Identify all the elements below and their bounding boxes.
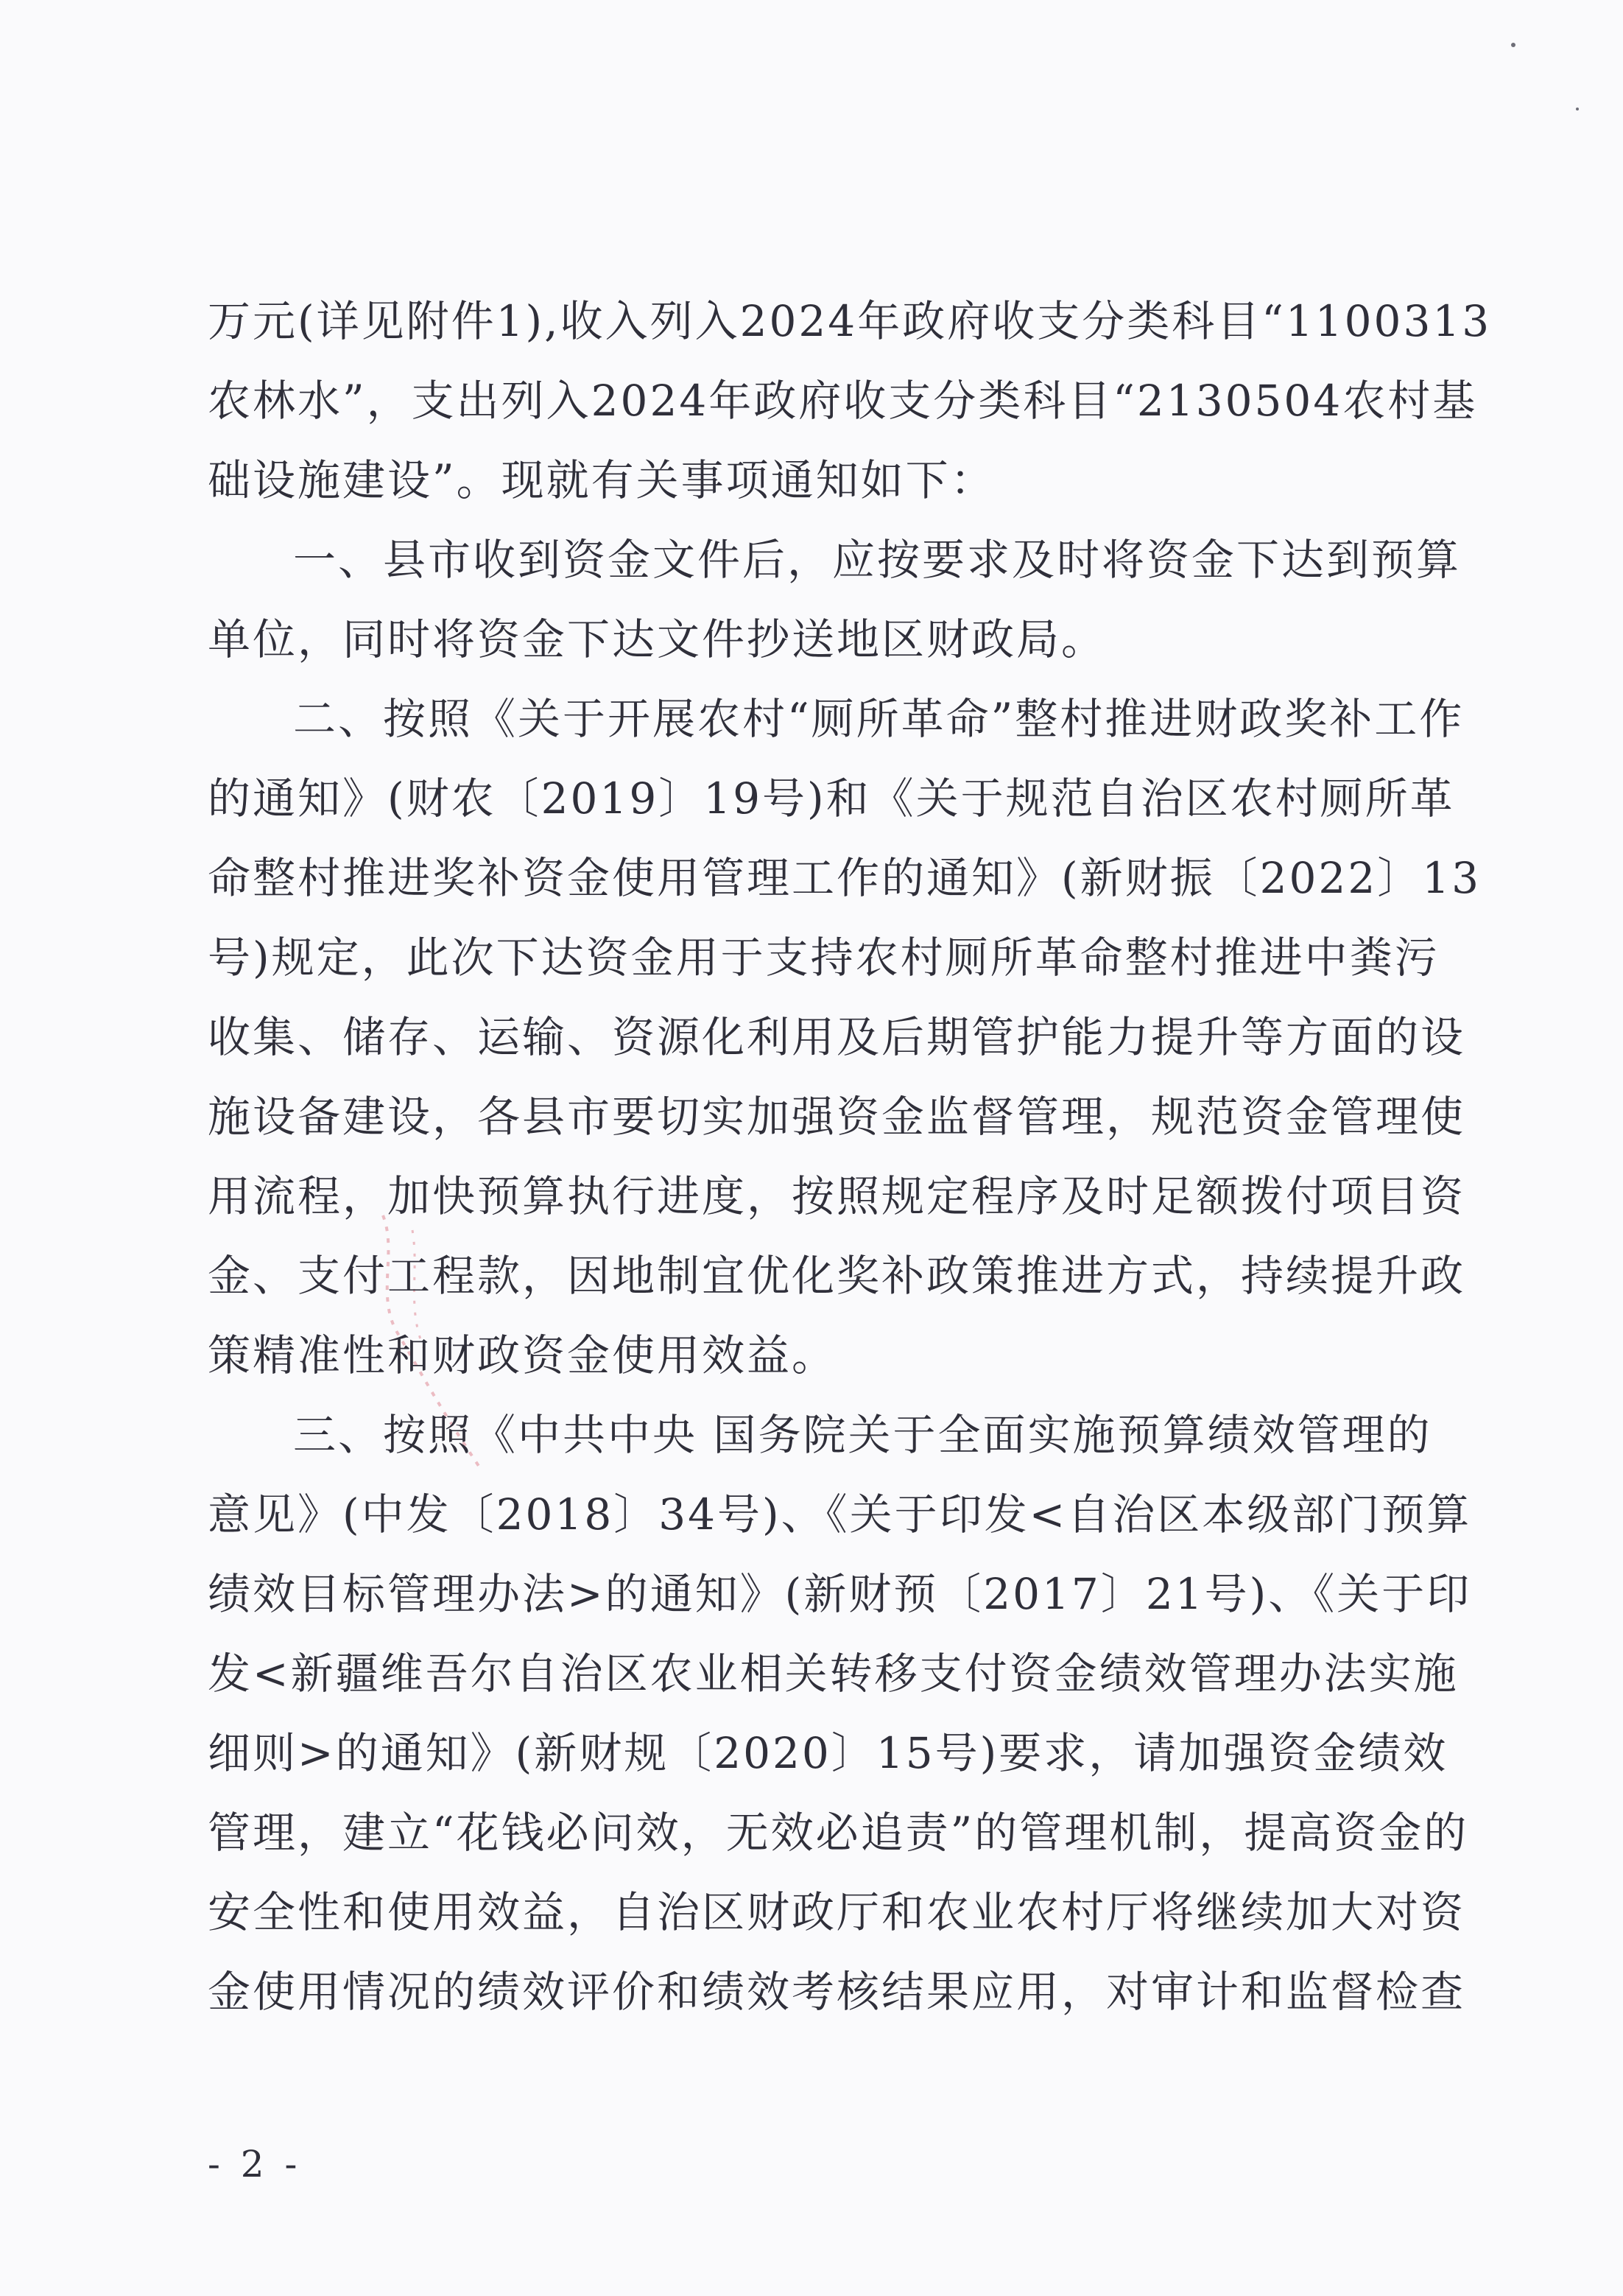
paragraph-3-line-2: 意见》(中发〔2018〕34号)、《关于印发<自治区本级部门预算 — [208, 1489, 1472, 1540]
paragraph-2-line-1: 二、按照《关于开展农村“厕所革命”整村推进财政奖补工作 — [293, 694, 1465, 744]
document-body — [208, 281, 1492, 2032]
paragraph-2-line-4: 号)规定，此次下达资金用于支持农村厕所革命整村推进中粪污 — [208, 933, 1440, 983]
paragraph-3-line-8: 金使用情况的绩效评价和绩效考核结果应用，对审计和监督检查 — [208, 1967, 1466, 2017]
scan-speck — [1576, 108, 1579, 110]
text-line-2: 农林水”，支出列入2024年政府收支分类科目“2130504农村基 — [208, 376, 1478, 426]
text-line-1: 万元(详见附件1),收入列入2024年政府收支分类科目“1100313 — [208, 296, 1492, 346]
paragraph-2-line-6: 施设备建设，各县市要切实加强资金监督管理，规范资金管理使 — [208, 1092, 1466, 1142]
paragraph-3-line-4: 发<新疆维吾尔自治区农业相关转移支付资金绩效管理办法实施 — [208, 1649, 1459, 1699]
paragraph-2-line-8: 金、支付工程款，因地制宜优化奖补政策推进方式，持续提升政 — [208, 1251, 1466, 1301]
paragraph-1-line-1: 一、县市收到资金文件后，应按要求及时将资金下达到预算 — [293, 535, 1462, 585]
paragraph-3-line-1: 三、按照《中共中央 国务院关于全面实施预算绩效管理的 — [293, 1410, 1432, 1460]
paragraph-2-line-5: 收集、储存、运输、资源化利用及后期管护能力提升等方面的设 — [208, 1012, 1466, 1062]
page-number: - 2 - — [208, 2143, 302, 2186]
paragraph-2-line-7: 用流程，加快预算执行进度，按照规定程序及时足额拨付项目资 — [208, 1171, 1466, 1221]
paragraph-2-line-3: 命整村推进奖补资金使用管理工作的通知》(新财振〔2022〕13 — [208, 853, 1482, 903]
paragraph-3-line-5: 细则>的通知》(新财规〔2020〕15号)要求，请加强资金绩效 — [208, 1728, 1448, 1778]
text-line-3: 础设施建设”。现就有关事项通知如下： — [208, 455, 996, 505]
paragraph-3-line-7: 安全性和使用效益，自治区财政厅和农业农村厅将继续加大对资 — [208, 1887, 1466, 1937]
paragraph-2-line-2: 的通知》(财农〔2019〕19号)和《关于规范自治区农村厕所革 — [208, 773, 1455, 824]
paragraph-3-line-3: 绩效目标管理办法>的通知》(新财预〔2017〕21号)、《关于印 — [208, 1569, 1472, 1619]
paragraph-1-line-2: 单位，同时将资金下达文件抄送地区财政局。 — [208, 614, 1107, 664]
paragraph-3-line-6: 管理，建立“花钱必问效，无效必追责”的管理机制，提高资金的 — [208, 1808, 1469, 1858]
paragraph-2-line-9: 策精准性和财政资金使用效益。 — [208, 1330, 837, 1380]
scan-speck — [1511, 43, 1515, 47]
